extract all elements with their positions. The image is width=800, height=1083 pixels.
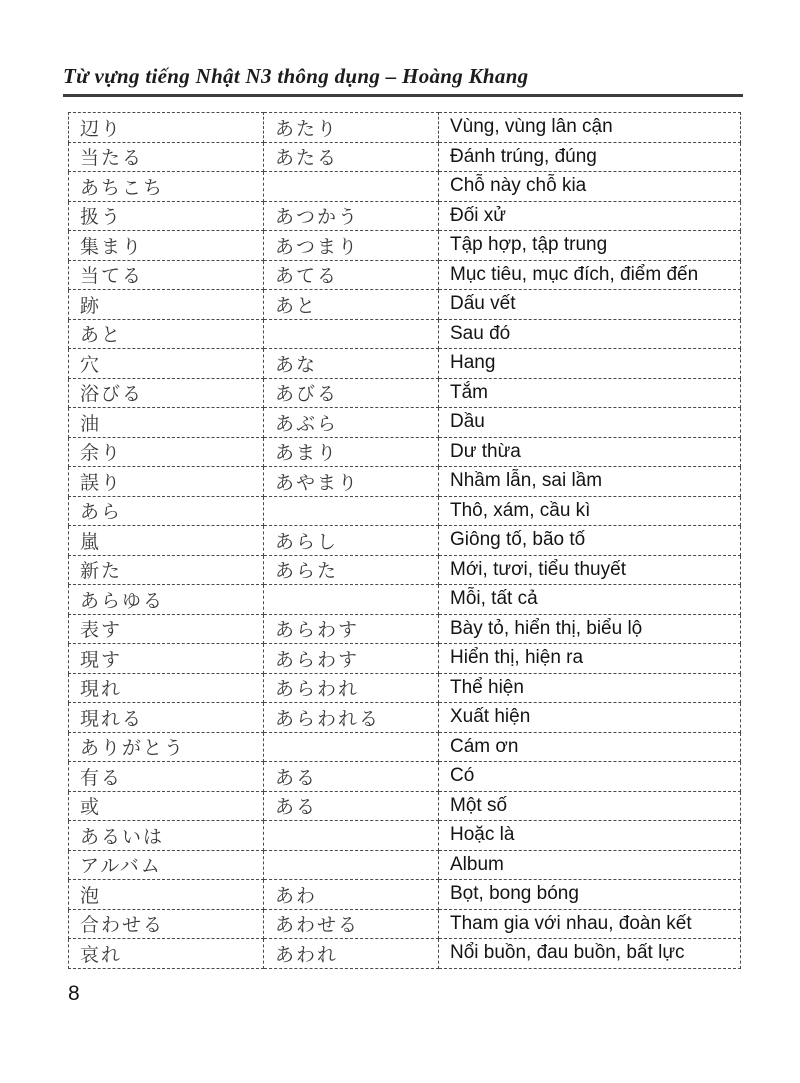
vocab-table (68, 112, 741, 969)
word-cell: 新た (69, 555, 264, 585)
table-row (69, 408, 741, 438)
table-row (69, 909, 741, 939)
reading-cell: ある (264, 791, 439, 821)
word-cell: あと (69, 319, 264, 349)
reading-cell: あわれ (264, 939, 439, 969)
meaning-cell: Bày tỏ, hiển thị, biểu lộ (439, 614, 741, 644)
table-row (69, 791, 741, 821)
meaning-cell: Nhầm lẫn, sai lầm (439, 467, 741, 497)
table-row (69, 732, 741, 762)
table-row (69, 614, 741, 644)
meaning-cell: Xuất hiện (439, 703, 741, 733)
word-cell: あちこち (69, 172, 264, 202)
meaning-cell: Bọt, bong bóng (439, 880, 741, 910)
reading-cell (264, 732, 439, 762)
reading-cell: あつかう (264, 201, 439, 231)
meaning-cell: Đánh trúng, đúng (439, 142, 741, 172)
reading-cell (264, 821, 439, 851)
meaning-cell: Tắm (439, 378, 741, 408)
word-cell: 合わせる (69, 909, 264, 939)
table-row (69, 113, 741, 143)
reading-cell (264, 172, 439, 202)
reading-cell: あわ (264, 880, 439, 910)
word-cell: 当てる (69, 260, 264, 290)
word-cell: 現す (69, 644, 264, 674)
word-cell: 油 (69, 408, 264, 438)
table-row (69, 378, 741, 408)
word-cell: 跡 (69, 290, 264, 320)
page-number: 8 (68, 982, 80, 1005)
reading-cell: あわせる (264, 909, 439, 939)
word-cell: 余り (69, 437, 264, 467)
word-cell: 現れ (69, 673, 264, 703)
reading-cell: あてる (264, 260, 439, 290)
meaning-cell: Chỗ này chỗ kia (439, 172, 741, 202)
reading-cell: あと (264, 290, 439, 320)
meaning-cell: Mới, tươi, tiểu thuyết (439, 555, 741, 585)
word-cell: あらゆる (69, 585, 264, 615)
reading-cell (264, 585, 439, 615)
reading-cell: あな (264, 349, 439, 379)
meaning-cell: Nổi buồn, đau buồn, bất lực (439, 939, 741, 969)
table-row (69, 762, 741, 792)
word-cell: 哀れ (69, 939, 264, 969)
table-row (69, 201, 741, 231)
word-cell: 当たる (69, 142, 264, 172)
table-row (69, 821, 741, 851)
word-cell: 扱う (69, 201, 264, 231)
meaning-cell: Cám ơn (439, 732, 741, 762)
meaning-cell: Một số (439, 791, 741, 821)
meaning-cell: Có (439, 762, 741, 792)
reading-cell: あつまり (264, 231, 439, 261)
table-row (69, 703, 741, 733)
meaning-cell: Hoặc là (439, 821, 741, 851)
page-title: Từ vựng tiếng Nhật N3 thông dụng – Hoàng Khang (63, 64, 529, 88)
reading-cell: ある (264, 762, 439, 792)
meaning-cell: Tham gia với nhau, đoàn kết (439, 909, 741, 939)
table-row (69, 349, 741, 379)
reading-cell: あらわれる (264, 703, 439, 733)
meaning-cell: Hiển thị, hiện ra (439, 644, 741, 674)
reading-cell: あらた (264, 555, 439, 585)
word-cell: 誤り (69, 467, 264, 497)
table-row (69, 850, 741, 880)
word-cell: 浴びる (69, 378, 264, 408)
reading-cell (264, 319, 439, 349)
word-cell: 或 (69, 791, 264, 821)
word-cell: 有る (69, 762, 264, 792)
table-row (69, 555, 741, 585)
table-row (69, 496, 741, 526)
meaning-cell: Tập hợp, tập trung (439, 231, 741, 261)
meaning-cell: Hang (439, 349, 741, 379)
reading-cell: あまり (264, 437, 439, 467)
table-row (69, 880, 741, 910)
meaning-cell: Vùng, vùng lân cận (439, 113, 741, 143)
table-row (69, 673, 741, 703)
reading-cell (264, 850, 439, 880)
word-cell: 表す (69, 614, 264, 644)
reading-cell: あやまり (264, 467, 439, 497)
vocab-table-body (69, 113, 741, 969)
table-row (69, 526, 741, 556)
table-row (69, 319, 741, 349)
table-row (69, 939, 741, 969)
word-cell: 辺り (69, 113, 264, 143)
table-row (69, 142, 741, 172)
reading-cell: あらわす (264, 644, 439, 674)
reading-cell: あたり (264, 113, 439, 143)
table-row (69, 172, 741, 202)
table-row (69, 585, 741, 615)
meaning-cell: Mỗi, tất cả (439, 585, 741, 615)
table-row (69, 437, 741, 467)
meaning-cell: Dầu (439, 408, 741, 438)
table-row (69, 231, 741, 261)
meaning-cell: Đối xử (439, 201, 741, 231)
reading-cell: あらし (264, 526, 439, 556)
meaning-cell: Thô, xám, cầu kì (439, 496, 741, 526)
table-row (69, 290, 741, 320)
word-cell: あるいは (69, 821, 264, 851)
word-cell: あら (69, 496, 264, 526)
reading-cell: あらわれ (264, 673, 439, 703)
reading-cell: あびる (264, 378, 439, 408)
word-cell: 現れる (69, 703, 264, 733)
word-cell: アルバム (69, 850, 264, 880)
meaning-cell: Dư thừa (439, 437, 741, 467)
reading-cell: あたる (264, 142, 439, 172)
meaning-cell: Dấu vết (439, 290, 741, 320)
word-cell: ありがとう (69, 732, 264, 762)
page-header (63, 64, 743, 97)
meaning-cell: Thể hiện (439, 673, 741, 703)
word-cell: 穴 (69, 349, 264, 379)
word-cell: 嵐 (69, 526, 264, 556)
reading-cell: あぶら (264, 408, 439, 438)
word-cell: 集まり (69, 231, 264, 261)
meaning-cell: Giông tố, bão tố (439, 526, 741, 556)
meaning-cell: Mục tiêu, mục đích, điểm đến (439, 260, 741, 290)
table-row (69, 644, 741, 674)
reading-cell: あらわす (264, 614, 439, 644)
meaning-cell: Sau đó (439, 319, 741, 349)
word-cell: 泡 (69, 880, 264, 910)
reading-cell (264, 496, 439, 526)
table-row (69, 260, 741, 290)
table-row (69, 467, 741, 497)
meaning-cell: Album (439, 850, 741, 880)
